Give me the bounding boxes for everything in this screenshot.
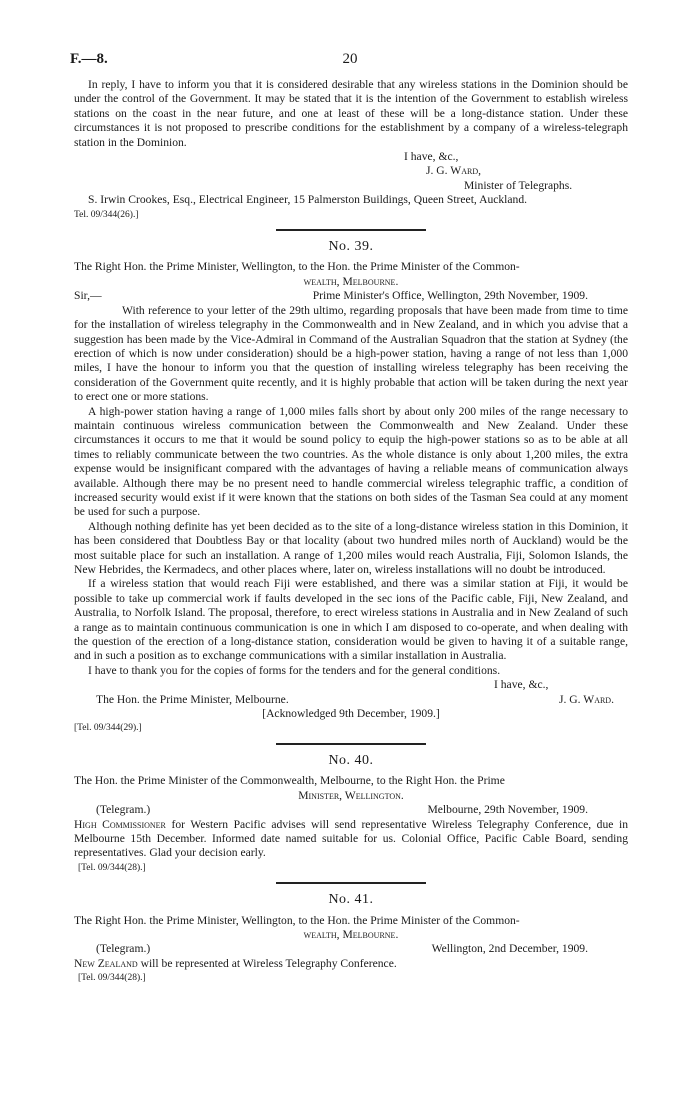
no41-telegram-label: (Telegram.) bbox=[96, 942, 151, 956]
no39-paragraph-2: A high-power station having a range of 1,000 miles falls short by about only 200 miles of the range necessary to maintain continuous wireless communication between the Commonwealth and New Zealand. Under these circumstances it occurs to me that it would be sound policy to equip the high-power stations so as to be able at all times to reliably communicate between the two countries. As the whole distance is only about 1,200 miles, the extra expense would be insignificant compared with the advantages of having a reliable means of communication always available. Although there may be no present need to handle commercial wireless telegraphic traffic, a condition of increased security would exist if it were known that the stations on both sides of the Tasman Sea could at any moment be used for such a purpose. bbox=[74, 404, 628, 519]
no39-address-line1: The Right Hon. the Prime Minister, Wellington, to the Hon. the Prime Minister of the Common- bbox=[74, 260, 520, 274]
no39-recipient: The Hon. the Prime Minister, Melbourne. bbox=[96, 692, 289, 706]
no39-salutation-row bbox=[74, 289, 628, 303]
no39-paragraph-3: Although nothing definite has yet been decided as to the site of a long-distance wireless station in this Dominion, it has been considered that Doubtless Bay or that locality (about two hundred miles north of Auckland) would be the most suitable place for such an installation. A range of 1,200 miles would reach Australia, Fiji, Solomon Islands, the New Hebrides, the Kermadecs, and other places where, later on, wireless installations will no doubt be introduced. bbox=[74, 519, 628, 576]
intro-signature-name: J. G. Ward, bbox=[426, 164, 482, 178]
no40-body bbox=[74, 818, 628, 861]
no41-telegram-row bbox=[74, 942, 628, 956]
intro-signature-title: Minister of Telegraphs. bbox=[464, 178, 573, 192]
page-body bbox=[74, 78, 628, 986]
no41-body-lead: New Zealand bbox=[74, 956, 138, 970]
no39-signoff-row bbox=[74, 693, 628, 707]
no40-file-ref: [Tel. 09/344(28).] bbox=[78, 862, 146, 873]
section-title-41: No. 41. bbox=[328, 892, 374, 908]
intro-closing: I have, &c., bbox=[404, 150, 459, 164]
no40-telegram-label: (Telegram.) bbox=[96, 803, 151, 817]
no39-paragraph-1: With reference to your letter of the 29th ultimo, regarding proposals that have been made from time to time for the installation of wireless telegraphy in the Commonwealth and in New Zealand, and in which you advise that a suggestion has been made by the Vice-Admiral in Command of the Australian Squadron that the station at Sydney (the erection of which is now under consideration) should be a high-power station, having a range of not less than 1,000 miles, I have the honour to inform you that the question of installing wireless telegraphy has been receiving the consideration of the Government quite recently, and it is highly probable that action will be taken during the next year to erect one or more stations. bbox=[74, 303, 628, 404]
no40-address-line1: The Hon. the Prime Minister of the Commonwealth, Melbourne, to the Right Hon. the Prime bbox=[74, 774, 505, 788]
section-title-40: No. 40. bbox=[328, 752, 374, 768]
no39-salutation: Sir,— bbox=[74, 289, 102, 303]
no39-acknowledged: [Acknowledged 9th December, 1909.] bbox=[262, 707, 440, 721]
no40-body-lead: High Commissioner bbox=[74, 817, 166, 831]
no40-address-line2: Minister, Wellington. bbox=[298, 788, 404, 802]
section-divider bbox=[276, 882, 426, 884]
no39-paragraph-4: If a wireless station that would reach Fiji were established, and there was a similar station at Fiji, it would be possible to take up commercial work if faults developed in the sec ions of the Pacific cable, Fiji, New Zealand, and Australia, to Norfolk Island. The proposal, therefore, to erect wireless stations in Australia and in New Zealand of such a range as to maintain continuous communication is one in which I am disposed to co-operate, and when dealing with the question of the erection of a long-distance station, consideration would be given to having it of a suitable range, and in such a position as to exchange communications with a similar installation in Australia. bbox=[74, 577, 628, 663]
no39-paragraph-5: I have to thank you for the copies of forms for the tenders and for the general conditions. bbox=[88, 663, 501, 677]
intro-addressee: S. Irwin Crookes, Esq., Electrical Engineer, 15 Palmerston Buildings, Queen Street, Auckland. bbox=[88, 193, 528, 207]
no39-address-line2: wealth, Melbourne. bbox=[303, 274, 399, 288]
intro-file-ref: Tel. 09/344(26).] bbox=[74, 209, 139, 220]
no41-body bbox=[74, 957, 628, 971]
no40-telegram-row bbox=[74, 803, 628, 817]
no39-closing: I have, &c., bbox=[494, 678, 549, 692]
no39-file-ref: [Tel. 09/344(29).] bbox=[74, 723, 142, 734]
section-title-39: No. 39. bbox=[328, 239, 374, 255]
section-divider bbox=[276, 229, 426, 231]
no40-dateline: Melbourne, 29th November, 1909. bbox=[427, 803, 588, 817]
no41-file-ref: [Tel. 09/344(28).] bbox=[78, 973, 146, 984]
section-divider bbox=[276, 743, 426, 745]
intro-paragraph: In reply, I have to inform you that it is considered desirable that any wireless stations in the Dominion should be under the control of the Government. It may be stated that it is the intention of the Government to establish wireless stations on the coast in the near future, and one at least of these will be a long-distance station. Under these circumstances it is not proposed to prescribe conditions for the establishment by a company of a wireless-telegraph station in the Dominion. bbox=[74, 78, 628, 149]
no40-body-text: for Western Pacific advises will send representative Wireless Telegraphy Conference, due in Melbourne 15th December. Informed date named suitable for us. Colonial Office, Pacific Cable Board, sending representatives. Glad your decision early. bbox=[74, 817, 629, 860]
page-number: 20 bbox=[342, 51, 358, 67]
no41-body-text: will be represented at Wireless Telegraphy Conference. bbox=[137, 956, 397, 970]
page-header bbox=[0, 52, 700, 72]
no41-address-line1: The Right Hon. the Prime Minister, Wellington, to the Hon. the Prime Minister of the Common- bbox=[74, 913, 520, 927]
no41-address-line2: wealth, Melbourne. bbox=[303, 927, 399, 941]
no41-dateline: Wellington, 2nd December, 1909. bbox=[431, 942, 588, 956]
no39-signature-name: J. G. Ward. bbox=[558, 692, 614, 706]
parliamentary-paper-ref: F.—8. bbox=[70, 51, 108, 67]
no39-dateline: Prime Minister's Office, Wellington, 29th November, 1909. bbox=[312, 289, 588, 303]
